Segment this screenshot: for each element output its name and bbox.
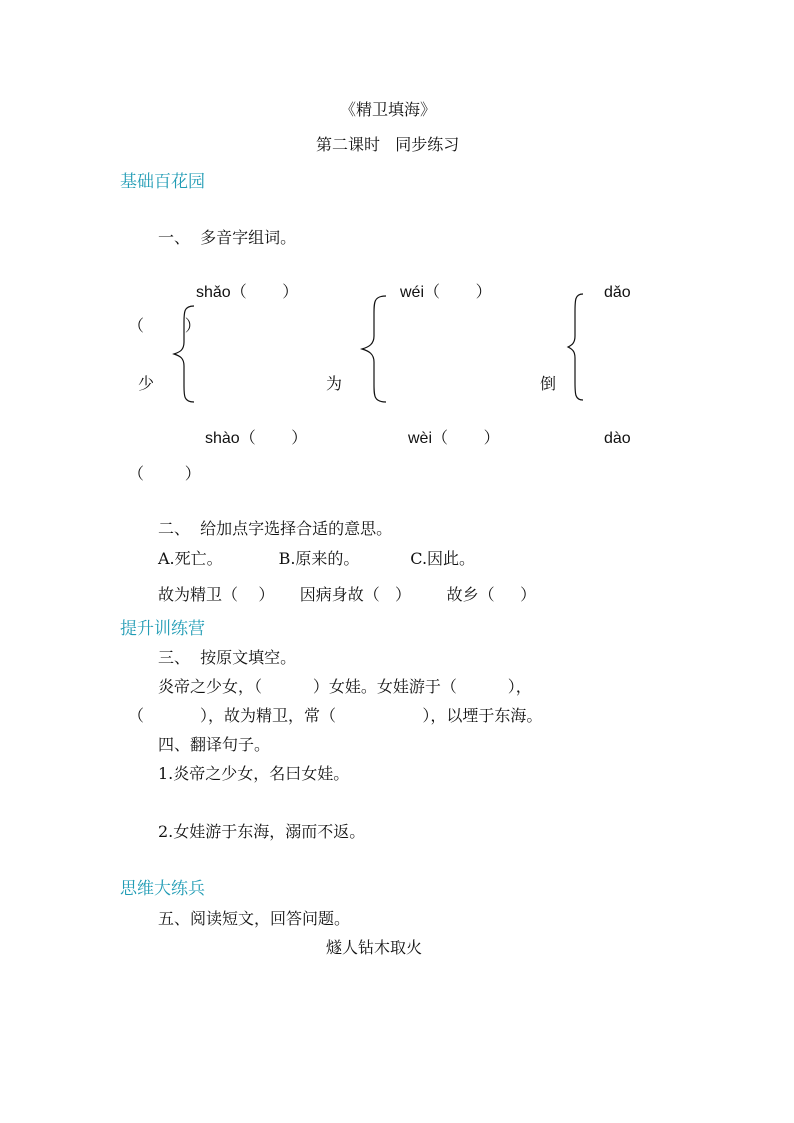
pinyin-shao3: shǎo（ ）	[196, 284, 299, 301]
question-3-line-1: 炎帝之少女，（ ）女娃。女娃游于（ ），	[158, 677, 532, 696]
pinyin-dao4: dào	[604, 430, 631, 447]
page-subtitle: 第二课时 同步练习	[316, 135, 460, 154]
question-5-heading: 五、阅读短文，回答问题。	[158, 909, 351, 928]
question-3-line-2: （ ），故为精卫，常（ ），以堙于东海。	[128, 706, 543, 725]
pinyin-shao4: shào（ ）	[205, 430, 308, 447]
blank-paren-left-top: （ ）	[128, 316, 201, 335]
question-2-items: 故为精卫（ ） 因病身故（ ） 故乡（ ）	[158, 585, 537, 604]
pinyin-dao3: dǎo	[604, 284, 631, 301]
blank-paren-left-bottom: （ ）	[128, 464, 201, 483]
question-4-item-1: 1.炎帝之少女，名曰女娃。	[158, 764, 350, 783]
brace-icon-dao	[566, 292, 586, 402]
question-4-heading: 四、翻译句子。	[158, 735, 271, 754]
page-title: 《精卫填海》	[340, 100, 437, 119]
passage-title: 燧人钻木取火	[326, 938, 423, 957]
char-dao: 倒	[540, 374, 557, 393]
question-2-heading: 二、 给加点字选择合适的意思。	[158, 519, 393, 538]
char-shao: 少	[138, 374, 155, 393]
question-3-heading: 三、 按原文填空。	[158, 648, 297, 667]
brace-icon-shao	[172, 304, 198, 404]
section-heading-thinking: 思维大练兵	[120, 879, 205, 899]
question-2-options: A.死亡。 B.原来的。 C.因此。	[158, 549, 476, 568]
section-heading-basics: 基础百花园	[120, 172, 205, 192]
question-1-heading: 一、 多音字组词。	[158, 228, 297, 247]
char-wei: 为	[326, 374, 343, 393]
section-heading-improve: 提升训练营	[120, 619, 205, 639]
question-4-item-2: 2.女娃游于东海，溺而不返。	[158, 822, 366, 841]
pinyin-wei2: wéi（ ）	[400, 284, 492, 301]
brace-icon-wei	[360, 294, 390, 404]
pinyin-wei4: wèi（ ）	[408, 430, 500, 447]
